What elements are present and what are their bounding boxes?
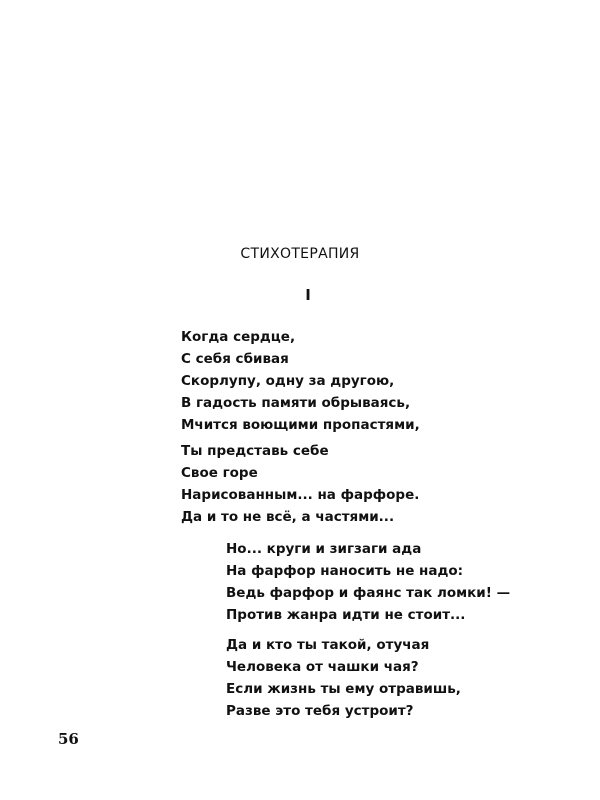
poem-line: Ты представь себе: [181, 443, 329, 459]
poem-line: Разве это тебя устроит?: [226, 703, 414, 719]
poem-title: СТИХОТЕРАПИЯ: [240, 246, 360, 262]
poem-line: На фарфор наносить не надо:: [226, 563, 464, 579]
poem-line: Человека от чашки чая?: [226, 659, 419, 675]
poem-line: Ведь фарфор и фаянс так ломки! —: [226, 585, 511, 601]
poem-line: Когда сердце,: [181, 329, 296, 345]
poem-part-number: I: [305, 286, 311, 304]
poem-line: Мчится воющими пропастями,: [181, 417, 420, 433]
poem-line: С себя сбивая: [181, 351, 289, 367]
stanza-3: [226, 538, 510, 626]
poem-line: Да и кто ты такой, отучая: [226, 637, 430, 653]
poem-line: В гадость памяти обрываясь,: [181, 395, 411, 411]
poem-line: Против жанра идти не стоит...: [226, 607, 466, 623]
poem-line: Но... круги и зигзаги ада: [226, 541, 422, 557]
stanza-2: [181, 440, 419, 528]
poem-line: Да и то не всё, а частями...: [181, 509, 395, 525]
poem-line: Нарисованным... на фарфоре.: [181, 487, 420, 503]
page-number: 56: [58, 730, 79, 748]
poem-line: Скорлупу, одну за другою,: [181, 373, 395, 389]
poem-line: Если жизнь ты ему отравишь,: [226, 681, 461, 697]
stanza-1: [181, 326, 420, 436]
stanza-4: [226, 634, 461, 722]
poem-line: Свое горе: [181, 465, 258, 481]
